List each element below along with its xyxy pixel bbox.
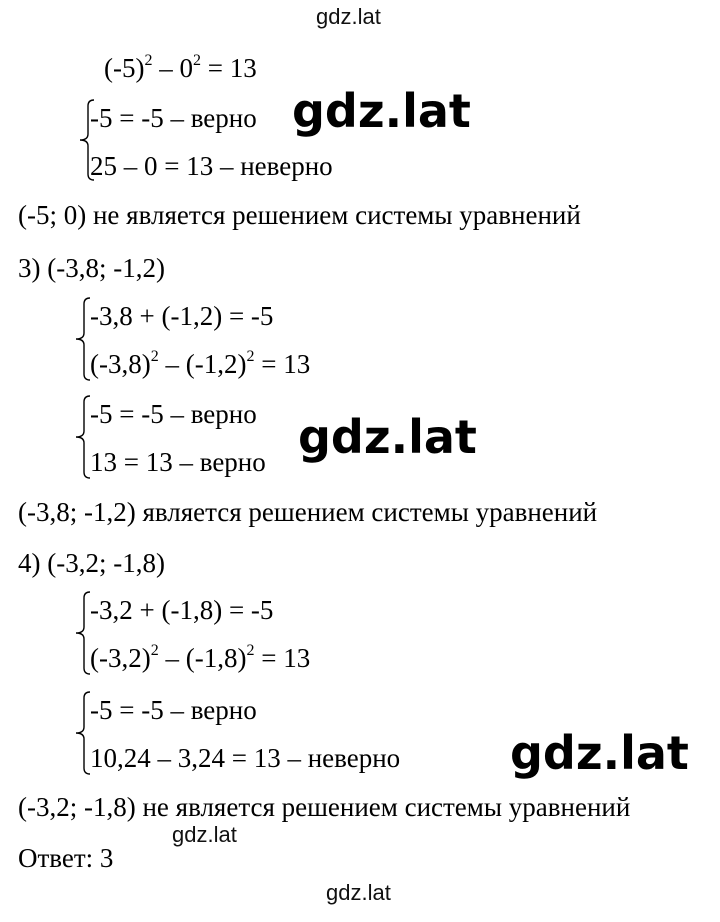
answer-text: Ответ: 3 <box>18 843 114 873</box>
case-title: 3) (-3,8; -1,2) <box>18 253 165 283</box>
watermark-1: gdz.lat <box>292 84 471 138</box>
watermark-bottom: gdz.lat <box>326 880 391 905</box>
system-brace <box>72 296 92 382</box>
check-line: 25 – 0 = 13 – неверно <box>90 151 333 181</box>
conclusion-text: (-5; 0) не является решением системы уравнений <box>18 200 581 230</box>
equation-line: -3,2 + (-1,8) = -5 <box>90 595 274 625</box>
check-line: -5 = -5 – верно <box>90 695 257 725</box>
check-line: -5 = -5 – верно <box>90 103 257 133</box>
watermark-top: gdz.lat <box>316 4 381 29</box>
equation-line: $(-3,2)^2 - (-1,8)^2 = 13$ <box>90 642 311 673</box>
check-line: 10,24 – 3,24 = 13 – неверно <box>90 743 401 773</box>
check-line: 13 = 13 – верно <box>90 447 266 477</box>
conclusion-text: (-3,8; -1,2) является решением системы уравнений <box>18 497 598 527</box>
watermark-2: gdz.lat <box>298 410 477 464</box>
system-brace <box>72 690 92 776</box>
watermark-mid: gdz.lat <box>172 822 237 847</box>
system-brace <box>72 394 92 480</box>
case-title: 4) (-3,2; -1,8) <box>18 548 165 578</box>
equation-line: $(-3,8)^2 - (-1,2)^2 = 13$ <box>90 348 311 379</box>
conclusion-text: (-3,2; -1,8) не является решением системы уравнений <box>18 792 631 822</box>
check-line: -5 = -5 – верно <box>90 399 257 429</box>
equation-line: $(-5)^2 - 0^2 = 13$ <box>104 52 257 83</box>
watermark-3: gdz.lat <box>510 726 689 780</box>
system-brace <box>72 590 92 676</box>
equation-line: -3,8 + (-1,2) = -5 <box>90 301 274 331</box>
